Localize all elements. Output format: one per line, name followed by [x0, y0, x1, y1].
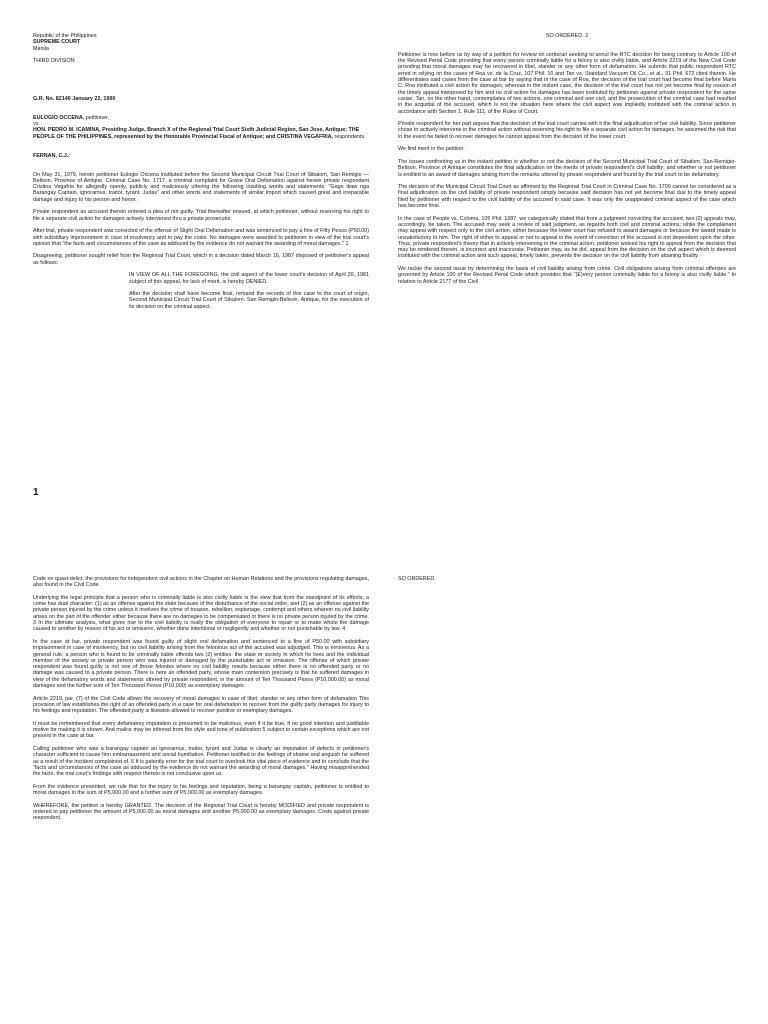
petitioner-role: petitioner,	[84, 114, 110, 121]
paragraph: After trial, private respondent was convicted of the offense of Slight Oral Defamation and was sentenced to pay a fine of Fifty Pesos (P50.00) with subsidiary imprisonment in case of insolvency and to pay the costs. No damages were awarded to petitioner in view of the trial court's opinion that "the facts and circumstances of the case as adduced by the evidence do not warrant the awarding of moral damages." 1	[33, 228, 369, 247]
republic-line: Republic of the Philippines	[33, 33, 97, 39]
so-ordered-label: SO ORDERED. 2	[545, 33, 589, 39]
document-page-2	[0, 512, 768, 1024]
paragraph: On May 31, 1979, herein petitioner Eulogio Occena instituted before the Second Municipal Circuit Trial Court of Sibalom, San Remigio — Belison, Province of Antique, Criminal Case No. 1717, a criminal complaint for Grave Oral Defamation against herein private respondent Cristina Vegafria for allegedly openly, publicly and maliciously uttering the following insulting words and statements: "Gago ikaw nga Barangay Captain, ignoramus, traitor, tyrant, Judas" and other words and statements of similar import which caused great and irreparable damage and injury to his person and honor.	[33, 171, 369, 203]
paragraph: In the case at bar, private respondent was found guilty of slight oral defamation and sentenced to a fine of P50.00 with subsidiary imprisonment in case of insolvency, but no civil liability arising from the felonious act of the accused was adjudged. This is erroneous. As a general rule, a person who is found to be criminally liable offends two (2) entities: the state or society in which he lives and the individual member of the society or private person who was injured or damaged by the punishable act or omission. The offense of which private respondent was found guilty is not one of those felonies where no civil liability results because either there is no offended party or no damage was caused to a private person. There is here an offended party, whose main contention precisely is that he suffered damages in view of the defamatory words and statements uttered by private respondent, in the amount of Ten Thousand Pesos (P10,000.00) as moral damages and the further sum of Ten Thousand Pesos (P10,000) as exemplary damages.	[33, 638, 369, 690]
paragraph: It must be remembered that every defamatory imputation is presumed to be malicious, even if it be true, if no good intention and justifiable motive for making it is shown. And malice may be inferred from the style and tone of publication 5 subject to certain exceptions which are not present in the case at bar.	[33, 720, 369, 740]
gr-number: G.R. No. 82146 January 22, 1990	[33, 95, 116, 102]
block-quote: IN VIEW OF ALL THE FOREGOING, the civil aspect of the lower court's decision of April 20, 1981 subject of this appeal, for lack of merit, is hereby DENIED.	[129, 272, 369, 285]
ponente: FERNAN, C.J.:	[33, 152, 71, 159]
respondents-names: HON. PEDRO M. ICAMINA, Presiding Judge, Branch X of the Regional Trial Court Sixth Judicial Region, San Jose, Antique; THE PEOPLE OF THE PHILIPPINES, represented by the Honorable Provincial Fiscal of Antique; and CRISTINA VEGAFRIA,	[33, 127, 360, 140]
block-quote: After the decision shall have become final, remand the records of this case to the court of origin, Second Municipal Circuit Trial Court of Sibalom, San Remigio-Belison, Antique, for the execution of its decision on the criminal aspect.	[129, 291, 369, 310]
petitioner-name: EULOGIO OCCENA,	[33, 114, 85, 121]
so-ordered-label: SO ORDERED.	[398, 576, 436, 582]
paragraph: Private respondent for her part argues that the decision of the trial court carries with it the final adjudication of her civil liability. Since petitioner chose to actively intervene in the criminal action without reserving his right to file a separate civil action for damages, he assumed the risk that in the event he failed to recover damages he cannot appeal from the decision of the lower court.	[398, 121, 736, 140]
paragraph: In the case of People vs. Coloma, 105 Phil. 1287, we categorically stated that from a judgment convicting the accused, two (2) appeals may, accordingly, be taken. The accused may seek a review of said judgment, as regards both civil and criminal actions; while the complainant may appeal with respect only to the civil action, either because the lower court has refused to award damages or because the award made is unsatisfactory to him. The right of either to appeal or not to appeal in the event of conviction of the accused is not dependent upon the other. Thus, private respondent's theory that in actively intervening in the criminal action, petitioner waived his right to appeal from the decision that may be rendered therein, is incorrect and inaccurate. Petitioner may, as he did, appeal from the decision on the civil aspect which is deemed instituted with the criminal action and such appeal, timely taken, prevents the decision on the civil liability from attaining finality.	[398, 215, 736, 260]
court-name: SUPREME COURT	[33, 39, 81, 46]
paragraph: Code on quasi-delict, the provisions for independent civil actions in the Chapter on Human Relations and the provisions regulating damages, also found in the Civil Code.	[33, 576, 369, 589]
paragraph: The decision of the Municipal Circuit Trial Court as affirmed by the Regional Trial Court in Criminal Case No. 1709 cannot be considered as a final adjudication on the civil liability of private respondent simply because said decision has not yet become final due to the timely appeal filed by petitioner with respect to the civil liability of the accused in said case. It was only the unappealed criminal aspect of the case which has become final.	[398, 184, 736, 210]
paragraph: From the evidence presented, we rule that for the injury to his feelings and reputation, being a barangay captain, petitioner is entitled to moral damages in the sum of P5,000.00 and a further sum of P5,000.00 as exemplary damages.	[33, 783, 369, 797]
division-label: THIRD DIVISION	[33, 58, 75, 65]
respondents-role: respondents.	[333, 133, 366, 140]
paragraph: Calling petitioner who was a barangay captain an ignoramus, traitor, tyrant and Judas is clearly an imputation of defects in petitioner's character sufficient to cause him embarrassment and social humiliation. Petitioner testified to the feelings of shame and anguish he suffered as a result of the incident complained of. 6 It is patently error for the trial court to overlook this vital piece of evidence and to conclude that the "facts and circumstances of the case as adduced by the evidence do not warrant the awarding of moral damages." Having misapprehended the facts, the trial court's findings with respect thereto is not conclusive upon us.	[33, 746, 369, 778]
paragraph: The issues confronting us in the instant petition is whether or not the decision of the Second Municipal Trial Court of Sibalom, San-Remigio-Belison, Province of Antique constitutes the final adjudication on the merits of private respondent's civil liability; and whether or not petitioner is entitled to an award of damages arising from the remarks uttered by private respondent and found by the trial court to be defamatory.	[398, 158, 736, 178]
paragraph: We tackle the second issue by determining the basis of civil liability arising from crime. Civil obligations arising from criminal offenses are governed by Article 100 of the Revised Penal Code which provides that "(E)very person criminally liable for a felony is also civilly liable." In relation to Article 2177 of the Civil	[398, 265, 736, 285]
case-parties	[33, 115, 369, 140]
court-header	[33, 33, 369, 52]
paragraph: We find merit in the petition.	[398, 146, 465, 153]
paragraph: Petitioner is now before us by way of a petition for review on certiorari seeking to annul the RTC decision for being contrary to Article 100 of the Revised Penal Code providing that every person criminally liable for a felony is also civilly liable, and Article 2219 of the New Civil Code providing that moral damages may be recovered in libel, slander or any other form of defamation. He submits that public respondent RTC erred in relying on the cases of Roa vs. de la Cruz, 107 Phil. 10 and Tan vs. Standard Vacuum Oil Co., et al., 91 Phil. 672 cited therein. He differentiates said cases from the case at bar by saying that in the case of Roa, the decision of the trial court had become final before Maria C. Roa instituted a civil action for damages; whereas in the instant case, the decision of the trial court has not yet become final by reason of the timely appeal interposed by him and no civil action for damages has been instituted by petitioner against private respondent for the same cause. Tan, on the other hand, contemplates of two actions, one criminal and one civil, and the prosecution of the criminal case had resulted in the acquittal of the accused, which is not the situation here where the civil aspect was impliedly instituted with the criminal action in accordance with Section 1, Rule 111, of the Rules of Court.	[398, 51, 736, 115]
versus-label: vs.	[33, 121, 40, 128]
paragraph: Disagreeing, petitioner sought relief from the Regional Trial Court, which in a decision dated March 16, 1987 disposed of petitioner's appeal as follows:	[33, 253, 369, 266]
page-number: 1	[33, 487, 39, 498]
page1-right-column	[398, 33, 736, 291]
paragraph: Underlying the legal principle that a person who is criminally liable is also civilly liable is the view that from the standpoint of its effects, a crime has dual character: (1) as an offense against the state because of the disturbance of the social order; and (2) as an offense against the private person injured by the crime unless it involves the crime of treason, rebellion, espionage, contempt and others wherein no civil liability arises on the part of the offender either because there are no damages to be compensated or there is no private person injured by the crime. 3 In the ultimate analysis, what gives rise to the civil liability is really the obligation of everyone to repair or to make whole the damage caused to another by reason of his act or omission, whether done intentional or negligently and whether or not punishable by law. 4	[33, 594, 369, 633]
page2-left-column	[33, 576, 369, 828]
page2-right-column	[398, 576, 736, 589]
page1-left-column	[33, 33, 369, 316]
paragraph: Article 2219, par. (7) of the Civil Code allows the recovery of moral damages in case of libel, slander or any other form of defamation This provision of law establishes the right of an offended party in a case for oral defamation to recover from the guilty party damages for injury to his feelings and reputation. The offended party is likewise allowed to recover punitive or exemplary damages.	[33, 695, 369, 715]
court-city: Manila	[33, 45, 49, 52]
paragraph: WHEREFORE, the petition is hereby GRANTED. The decision of the Regional Trial Court is hereby MODIFIED and private respondent is ordered to pay petitioner the amount of P5,000.00 as moral damages and another P5,000.00 as exemplary damages. Costs against private respondent.	[33, 802, 369, 822]
paragraph: Private respondent as accused therein entered a plea of not guilty. Trial thereafter ensued, at which petitioner, without reserving his right to file a separate civil action for damages actively intervened thru a private prosecutor.	[33, 209, 369, 222]
